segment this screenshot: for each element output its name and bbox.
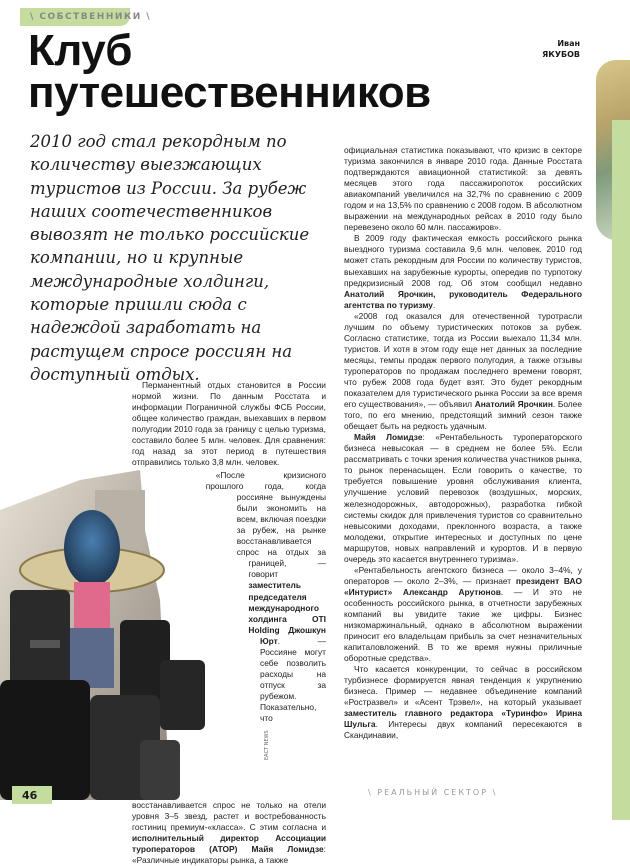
right-p3-text-a: «2008 год оказался для отечественной туротрасли лучшим по объему туристических потоков за рубеж. Согласно статистике, тогда из России выехало 11,34 млн. туристов. И хотя в этом году еще нет данных за последние месяцы, темпы продаж первого полугодия, а также отзывы туроператоров по продажам последнего времени говорят, что рубеж 2008 года будет взят. Это будет рекордным показателем для туристического рынка России за все время его существования», — объявил bbox=[344, 310, 582, 410]
green-side-bar bbox=[612, 120, 630, 820]
page-number: 46 bbox=[22, 789, 38, 802]
photo-credit: ЕАСТ NEWS bbox=[264, 730, 270, 760]
right-p3-text-c: . Более того, по его мнению, предстоящий зимний сезон также обещает быть на редкость удачным. bbox=[344, 399, 583, 432]
title-line-1: Клуб bbox=[28, 26, 132, 75]
right-paragraph-1: официальная статистика показывают, что кризис в секторе туризма закончился в январе 2010 года. Данные Росстата подтверждаются авиационной статистикой: за девять месяцев этого года пассажиропоток российских авиакомпаний увеличился на 32,7% по сравнению с 2009 годом и на 13,5% по сравнению с 2008 годом. В абсолютном выражении на международных рейсах в 2010 году было перевезено около 60 млн. пассажиров». bbox=[344, 145, 582, 233]
author bbox=[520, 38, 580, 60]
author-first-name: Иван bbox=[557, 39, 580, 48]
right-paragraph-3 bbox=[344, 311, 582, 433]
right-p2-text-a: В 2009 году фактическая емкость российского рынка выездного туризма составила 9,6 млн. человек. 2010 год может стать рекордным для России по количеству туристов, выехавших на зарубежные курорты, опередив по турпотоку предкризисный 2008 год. Об этом сообщил недавно bbox=[344, 233, 582, 288]
right-paragraph-5 bbox=[344, 565, 582, 664]
section-label: \ РЕАЛЬНЫЙ СЕКТОР \ bbox=[368, 788, 498, 797]
right-paragraph-2 bbox=[344, 233, 582, 310]
author-last-name: ЯКУБОВ bbox=[542, 50, 580, 59]
left-paragraph-1: Перманентный отдых становится в России нормой жизни. По данным Росстата и информации Пограничной службы ФСБ России, общее количество граждан, выехавших в первом полугодии 2010 года за границу с целью туризма, составило более 5 млн. человек. Для сравнения: год назад за этот период в путешествия отправились только 3,8 млн. человек. bbox=[132, 380, 326, 468]
right-paragraph-6 bbox=[344, 664, 582, 741]
right-p6-bold-b: заместитель главного редактора «Туринфо» Ирина Шульга bbox=[344, 708, 582, 730]
right-column bbox=[344, 145, 582, 742]
left-column-wrap bbox=[132, 470, 326, 866]
right-p2-text-c: . bbox=[432, 299, 436, 310]
page-number-badge bbox=[12, 786, 52, 804]
right-p4-text-b: : «Рентабельность туроператорского бизнеса невысокая — в среднем не более 5%. Если рассматривать с точки зрения количества участников рынка, то рынок перенасыщен. Если говорить о качестве, то требуется повышение уровня обслуживания клиента, улучшение условий перевозок (воздушных, морских, железнодорожных, автодорожных), разработка гибкой системы скидок для привлечения туристов со сравнительно невысокими доходами, преклонного возраста, а также молодежи, открытие интересных и доступных по цене маршрутов, новых направлений и курортов. И в первую очередь это касается внутреннего туризма». bbox=[344, 432, 582, 564]
right-p5-text-c: . — И это не особенность российского рынка, в отчетности зарубежных компаний вы увидите такие же цифры. Бизнес низкомаржинальный, однако в абсолютном выражении приносит его владельцам прибыль за счет незначительных капиталовложений. В то же время нужны приличные оборотные средства». bbox=[344, 586, 582, 664]
right-p5-text-a: «Рентабельность агентского бизнеса — около 3–4%, у операторов — около 2–3%, — признает bbox=[344, 564, 582, 586]
right-p2-bold-b: Анатолий Ярочкин, руководитель Федерального агентства по туризму bbox=[344, 288, 582, 310]
lead-paragraph: 2010 год стал рекордным по количеству выезжающих туристов из России. За рубеж наших соотечественников вывозят не только российские компании, но и крупные международные холдинги, которые пришли сюда с надеждой заработать на растущем спросе россиян на доступный отдых. bbox=[30, 132, 310, 384]
rubric-label: \ СОБСТВЕННИКИ \ bbox=[30, 12, 152, 22]
right-p3-bold-b: Анатолий Ярочкин bbox=[474, 399, 553, 410]
right-paragraph-4 bbox=[344, 432, 582, 565]
right-p6-text-a: Что касается конкуренции, то сейчас в российском турбизнесе формируется явная тенденция к укрупнению бизнеса. Пример — недавнее объединение компаний «Ростразвел» и «Асент Трэвел», на который указывает bbox=[344, 664, 582, 708]
right-p4-bold-a: Майя Ломидзе bbox=[354, 432, 423, 443]
left-p2-bold-d: исполнительный директор Ассоциации туроператоров (АТОР) Майя Ломидзе bbox=[132, 833, 326, 855]
right-p6-text-c: . Интересы двух компаний пересекаются в Скандинавии, bbox=[344, 719, 582, 741]
article-title bbox=[28, 26, 431, 117]
left-p2-bold-b: заместитель председателя международного холдинга OTI Holding Джошкун Юрт bbox=[248, 580, 326, 646]
title-line-2: путешественников bbox=[28, 68, 431, 117]
left-p2-text-c: . — Россияне могут себе позволить расходы на отпуск за рубежом. Показательно, что восстанавливается спрос не только на отели уровня 3–5 звезд, растет и востребованность гостиниц премиум-«класса». С этим согласна и bbox=[132, 635, 326, 833]
left-p2-text-e: : «Различные индикаторы рынка, а также bbox=[132, 844, 326, 866]
left-column-intro bbox=[132, 380, 326, 468]
left-p2-text-a: «После кризисного прошлого года, когда россияне вынуждены были экономить на всем, включая поездки за рубеж, на рынке восстанавливается спрос на отдых за границей, — говорит bbox=[205, 470, 326, 580]
right-p5-bold-b: президент ВАО «Интурист» Александр Арутюнов bbox=[344, 575, 583, 597]
